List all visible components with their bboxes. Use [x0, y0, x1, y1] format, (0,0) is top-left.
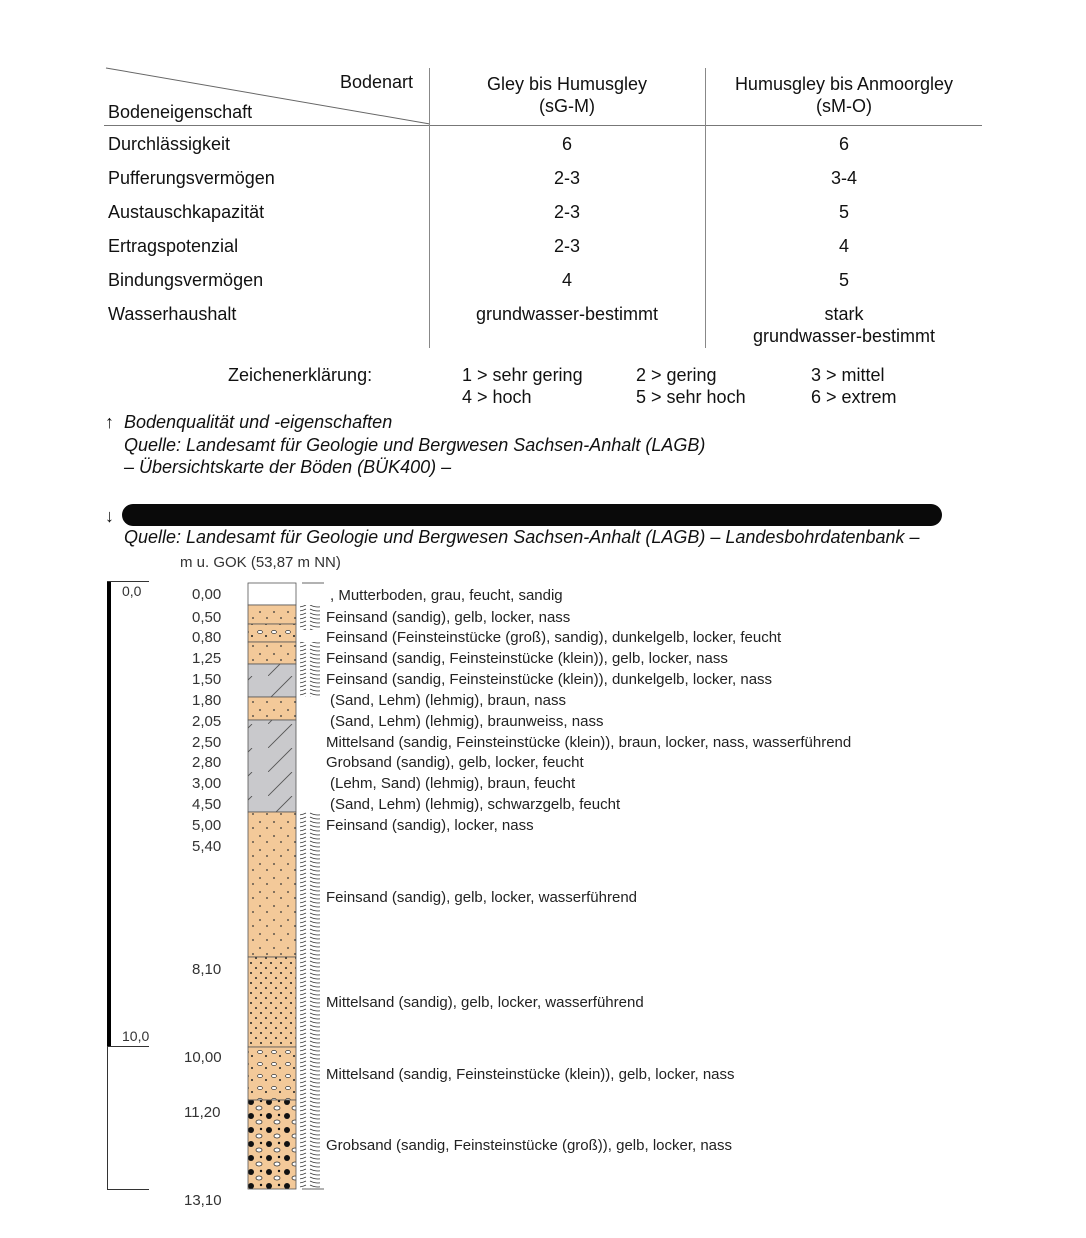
header-bodeneigenschaft: Bodeneigenschaft: [108, 102, 253, 122]
row-label: Bindungsvermögen: [108, 270, 264, 290]
layer-description: Feinsand (sandig), gelb, locker, wasserführend: [326, 889, 638, 906]
caption-source: Quelle: Landesamt für Geologie und Bergwesen Sachsen-Anhalt (LAGB): [124, 435, 706, 455]
depth-label: 1,25: [192, 650, 222, 667]
scale-bar-black: [107, 581, 111, 1046]
depth-label: 5,00: [192, 817, 222, 834]
row-value-2: 4: [838, 236, 849, 256]
scale-tick: [107, 1046, 149, 1047]
depth-label: 8,10: [192, 961, 222, 978]
row-value-2-line2: grundwasser-bestimmt: [752, 326, 936, 346]
column-header-2-line2: (sM-O): [816, 96, 872, 116]
legend-item: 1 > sehr gering: [462, 365, 583, 385]
scale-tick: [107, 581, 149, 582]
row-label: Austauschkapazität: [108, 202, 265, 222]
legend-item: 5 > sehr hoch: [636, 387, 746, 407]
layer-description: , Mutterboden, grau, feucht, sandig: [330, 587, 563, 604]
depth-label: 2,50: [192, 734, 222, 751]
layer-description: Feinsand (sandig), locker, nass: [326, 817, 534, 834]
legend-item: 3 > mittel: [811, 365, 885, 385]
depth-label: 0,80: [192, 629, 222, 646]
header-divider: [104, 125, 982, 126]
row-label: Ertragspotenzial: [108, 236, 239, 256]
layer-description: (Sand, Lehm) (lehmig), braun, nass: [330, 692, 566, 709]
scale-label-top: 0,0: [122, 583, 142, 599]
layer-description: Mittelsand (sandig, Feinsteinstücke (klein)), gelb, locker, nass: [326, 1066, 735, 1083]
row-value-1: 6: [561, 134, 572, 154]
depth-label: 0,00: [192, 586, 222, 603]
row-label: Wasserhaushalt: [108, 304, 237, 324]
scale-tick: [107, 1189, 149, 1190]
caption-title: Bodenqualität und -eigenschaften: [124, 412, 393, 432]
row-label: Durchlässigkeit: [108, 134, 231, 154]
layer-description: Grobsand (sandig), gelb, locker, feucht: [326, 754, 584, 771]
arrow-down-icon: ↓: [105, 506, 114, 526]
row-value-1: 2-3: [553, 168, 580, 188]
depth-label: 2,80: [192, 754, 222, 771]
depth-label: 13,10: [184, 1192, 222, 1209]
layer-description: Feinsand (sandig, Feinsteinstücke (klein)), gelb, locker, nass: [326, 650, 728, 667]
row-value-1: grundwasser-bestimmt: [475, 304, 659, 324]
header-bodenart: Bodenart: [340, 72, 414, 92]
redaction-bar: [122, 504, 942, 526]
legend-title: Zeichenerklärung:: [228, 365, 373, 385]
depth-label: 5,40: [192, 838, 222, 855]
depth-label: 11,20: [184, 1104, 221, 1121]
caption-source: Quelle: Landesamt für Geologie und Bergwesen Sachsen-Anhalt (LAGB) – Landesbohrdatenbank –: [124, 527, 920, 547]
depth-label: 3,00: [192, 775, 222, 792]
caption-map: – Übersichtskarte der Böden (BÜK400) –: [124, 457, 452, 477]
depth-label: 10,00: [184, 1049, 222, 1066]
depth-unit-label: m u. GOK (53,87 m NN): [180, 554, 341, 571]
row-label: Pufferungsvermögen: [108, 168, 275, 188]
row-value-1: 2-3: [553, 236, 580, 256]
layer-description: Mittelsand (sandig), gelb, locker, wasserführend: [326, 994, 644, 1011]
row-value-2: 5: [838, 202, 849, 222]
row-value-1: 4: [561, 270, 572, 290]
column-header-2-line1: Humusgley bis Anmoorgley: [734, 74, 954, 94]
depth-label: 1,80: [192, 692, 222, 709]
row-value-2: 6: [838, 134, 849, 154]
depth-label: 4,50: [192, 796, 222, 813]
layer-description: Feinsand (sandig, Feinsteinstücke (klein)), dunkelgelb, locker, nass: [326, 671, 773, 688]
row-value-2: 3-4: [830, 168, 857, 188]
legend-item: 6 > extrem: [811, 387, 897, 407]
layer-description: (Sand, Lehm) (lehmig), braunweiss, nass: [330, 713, 604, 730]
layer-description: Feinsand (Feinsteinstücke (groß), sandig), dunkelgelb, locker, feucht: [326, 629, 782, 646]
column-header-1-line2: (sG-M): [539, 96, 595, 116]
depth-label: 2,05: [192, 713, 222, 730]
scale-label-mid: 10,0: [122, 1028, 150, 1044]
scale-bar-white: [107, 1046, 108, 1189]
layer-description: (Lehm, Sand) (lehmig), braun, feucht: [330, 775, 576, 792]
row-value-2-line1: stark: [824, 304, 864, 324]
layer-description: Feinsand (sandig), gelb, locker, nass: [326, 609, 571, 626]
layer-description: Mittelsand (sandig, Feinsteinstücke (klein)), braun, locker, nass, wasserführend: [326, 734, 852, 751]
depth-label: 0,50: [192, 609, 222, 626]
column-header-1-line1: Gley bis Humusgley: [486, 74, 648, 94]
arrow-up-icon: ↑: [105, 412, 114, 432]
soil-column: [228, 580, 328, 1192]
layer-description: (Sand, Lehm) (lehmig), schwarzgelb, feucht: [330, 796, 621, 813]
legend-item: 2 > gering: [636, 365, 717, 385]
row-value-1: 2-3: [553, 202, 580, 222]
legend-item: 4 > hoch: [462, 387, 532, 407]
depth-label: 1,50: [192, 671, 222, 688]
layer-description: Grobsand (sandig, Feinsteinstücke (groß)), gelb, locker, nass: [326, 1137, 733, 1154]
row-value-2: 5: [838, 270, 849, 290]
